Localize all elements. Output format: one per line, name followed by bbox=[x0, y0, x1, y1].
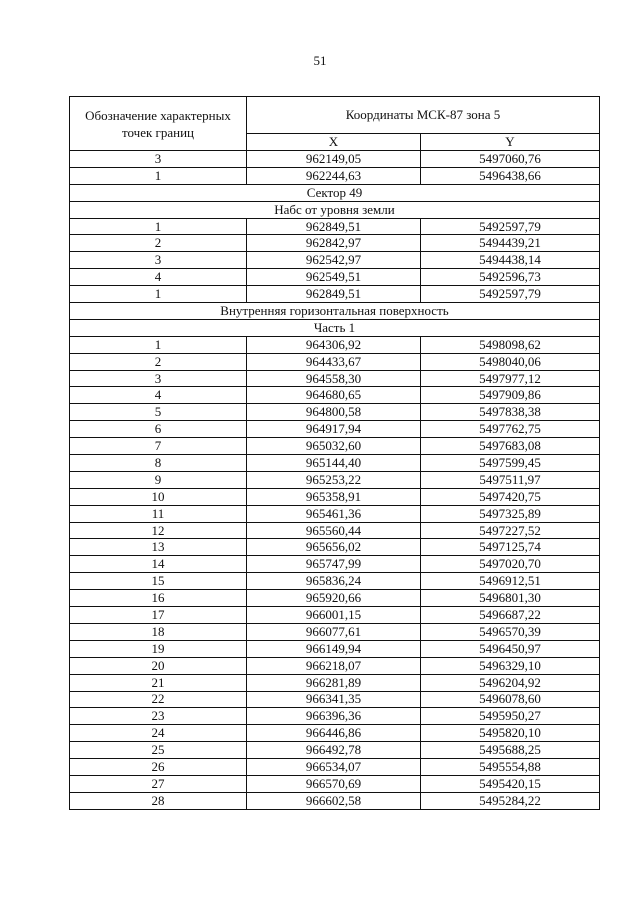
table-row bbox=[70, 759, 600, 776]
y-coordinate-cell: 5495284,22 bbox=[421, 792, 600, 809]
y-coordinate-cell: 5498098,62 bbox=[421, 336, 600, 353]
y-coordinate-cell: 5497511,97 bbox=[421, 471, 600, 488]
point-number-cell: 13 bbox=[70, 539, 247, 556]
point-number-cell: 1 bbox=[70, 336, 247, 353]
table-row bbox=[70, 522, 600, 539]
y-coordinate-cell: 5496801,30 bbox=[421, 590, 600, 607]
table-row bbox=[70, 657, 600, 674]
y-coordinate-cell: 5495950,27 bbox=[421, 708, 600, 725]
table-row bbox=[70, 455, 600, 472]
x-coordinate-cell: 965836,24 bbox=[247, 573, 421, 590]
y-coordinate-cell: 5497683,08 bbox=[421, 438, 600, 455]
point-number-cell: 25 bbox=[70, 742, 247, 759]
point-number-cell: 19 bbox=[70, 640, 247, 657]
table-row bbox=[70, 404, 600, 421]
point-number-cell: 1 bbox=[70, 167, 247, 184]
section-row bbox=[70, 303, 600, 320]
x-coordinate-cell: 964558,30 bbox=[247, 370, 421, 387]
x-coordinate-cell: 964917,94 bbox=[247, 421, 421, 438]
table-row bbox=[70, 218, 600, 235]
point-number-cell: 6 bbox=[70, 421, 247, 438]
coordinates-table bbox=[69, 96, 600, 810]
y-coordinate-cell: 5497838,38 bbox=[421, 404, 600, 421]
x-coordinate-cell: 966281,89 bbox=[247, 674, 421, 691]
point-number-cell: 7 bbox=[70, 438, 247, 455]
point-number-cell: 18 bbox=[70, 623, 247, 640]
table-row bbox=[70, 691, 600, 708]
table-row bbox=[70, 235, 600, 252]
table-row bbox=[70, 725, 600, 742]
point-number-cell: 8 bbox=[70, 455, 247, 472]
x-coordinate-cell: 965358,91 bbox=[247, 488, 421, 505]
header-y: Y bbox=[421, 134, 600, 151]
point-number-cell: 2 bbox=[70, 235, 247, 252]
y-coordinate-cell: 5497125,74 bbox=[421, 539, 600, 556]
point-number-cell: 26 bbox=[70, 759, 247, 776]
x-coordinate-cell: 965461,36 bbox=[247, 505, 421, 522]
x-coordinate-cell: 966396,36 bbox=[247, 708, 421, 725]
table-row bbox=[70, 590, 600, 607]
point-number-cell: 4 bbox=[70, 387, 247, 404]
x-coordinate-cell: 966492,78 bbox=[247, 742, 421, 759]
x-coordinate-cell: 965920,66 bbox=[247, 590, 421, 607]
point-number-cell: 24 bbox=[70, 725, 247, 742]
y-coordinate-cell: 5496078,60 bbox=[421, 691, 600, 708]
table-row bbox=[70, 370, 600, 387]
x-coordinate-cell: 965032,60 bbox=[247, 438, 421, 455]
y-coordinate-cell: 5497325,89 bbox=[421, 505, 600, 522]
y-coordinate-cell: 5497909,86 bbox=[421, 387, 600, 404]
x-coordinate-cell: 966446,86 bbox=[247, 725, 421, 742]
x-coordinate-cell: 965656,02 bbox=[247, 539, 421, 556]
point-number-cell: 5 bbox=[70, 404, 247, 421]
point-number-cell: 22 bbox=[70, 691, 247, 708]
y-coordinate-cell: 5495688,25 bbox=[421, 742, 600, 759]
y-coordinate-cell: 5496204,92 bbox=[421, 674, 600, 691]
table-row bbox=[70, 674, 600, 691]
point-number-cell: 11 bbox=[70, 505, 247, 522]
x-coordinate-cell: 962149,05 bbox=[247, 151, 421, 168]
point-number-cell: 15 bbox=[70, 573, 247, 590]
point-number-cell: 3 bbox=[70, 252, 247, 269]
x-coordinate-cell: 965144,40 bbox=[247, 455, 421, 472]
point-number-cell: 2 bbox=[70, 353, 247, 370]
point-number-cell: 21 bbox=[70, 674, 247, 691]
y-coordinate-cell: 5492597,79 bbox=[421, 286, 600, 303]
subsection-row bbox=[70, 201, 600, 218]
table-row bbox=[70, 640, 600, 657]
point-number-cell: 1 bbox=[70, 286, 247, 303]
y-coordinate-cell: 5495420,15 bbox=[421, 775, 600, 792]
subsection-title: Набс от уровня земли bbox=[70, 201, 600, 218]
x-coordinate-cell: 965747,99 bbox=[247, 556, 421, 573]
table-row bbox=[70, 775, 600, 792]
point-number-cell: 14 bbox=[70, 556, 247, 573]
y-coordinate-cell: 5497599,45 bbox=[421, 455, 600, 472]
x-coordinate-cell: 966570,69 bbox=[247, 775, 421, 792]
y-coordinate-cell: 5496912,51 bbox=[421, 573, 600, 590]
x-coordinate-cell: 966149,94 bbox=[247, 640, 421, 657]
point-number-cell: 16 bbox=[70, 590, 247, 607]
y-coordinate-cell: 5492597,79 bbox=[421, 218, 600, 235]
table-row bbox=[70, 742, 600, 759]
y-coordinate-cell: 5495554,88 bbox=[421, 759, 600, 776]
x-coordinate-cell: 966534,07 bbox=[247, 759, 421, 776]
point-number-cell: 9 bbox=[70, 471, 247, 488]
table-row bbox=[70, 471, 600, 488]
point-number-cell: 28 bbox=[70, 792, 247, 809]
x-coordinate-cell: 966001,15 bbox=[247, 607, 421, 624]
table-row bbox=[70, 539, 600, 556]
table-row bbox=[70, 387, 600, 404]
table-row bbox=[70, 623, 600, 640]
y-coordinate-cell: 5497420,75 bbox=[421, 488, 600, 505]
x-coordinate-cell: 962849,51 bbox=[247, 286, 421, 303]
y-coordinate-cell: 5497227,52 bbox=[421, 522, 600, 539]
x-coordinate-cell: 965253,22 bbox=[247, 471, 421, 488]
x-coordinate-cell: 962842,97 bbox=[247, 235, 421, 252]
y-coordinate-cell: 5497762,75 bbox=[421, 421, 600, 438]
y-coordinate-cell: 5498040,06 bbox=[421, 353, 600, 370]
y-coordinate-cell: 5496687,22 bbox=[421, 607, 600, 624]
section-title: Внутренняя горизонтальная поверхность bbox=[70, 303, 600, 320]
y-coordinate-cell: 5494438,14 bbox=[421, 252, 600, 269]
x-coordinate-cell: 965560,44 bbox=[247, 522, 421, 539]
header-coordinates: Координаты МСК-87 зона 5 bbox=[247, 97, 600, 134]
x-coordinate-cell: 966218,07 bbox=[247, 657, 421, 674]
y-coordinate-cell: 5497020,70 bbox=[421, 556, 600, 573]
x-coordinate-cell: 964433,67 bbox=[247, 353, 421, 370]
point-number-cell: 12 bbox=[70, 522, 247, 539]
table-row bbox=[70, 151, 600, 168]
section-title: Сектор 49 bbox=[70, 184, 600, 201]
table-row bbox=[70, 286, 600, 303]
table-header bbox=[70, 97, 600, 151]
point-number-cell: 20 bbox=[70, 657, 247, 674]
y-coordinate-cell: 5495820,10 bbox=[421, 725, 600, 742]
point-number-cell: 23 bbox=[70, 708, 247, 725]
table-row bbox=[70, 353, 600, 370]
point-number-cell: 3 bbox=[70, 370, 247, 387]
subsection-row bbox=[70, 319, 600, 336]
point-number-cell: 17 bbox=[70, 607, 247, 624]
x-coordinate-cell: 966341,35 bbox=[247, 691, 421, 708]
table-row bbox=[70, 708, 600, 725]
x-coordinate-cell: 964800,58 bbox=[247, 404, 421, 421]
table-row bbox=[70, 573, 600, 590]
x-coordinate-cell: 964306,92 bbox=[247, 336, 421, 353]
section-row bbox=[70, 184, 600, 201]
x-coordinate-cell: 962542,97 bbox=[247, 252, 421, 269]
y-coordinate-cell: 5497977,12 bbox=[421, 370, 600, 387]
y-coordinate-cell: 5496438,66 bbox=[421, 167, 600, 184]
header-point-label: Обозначение характерных точек границ bbox=[70, 97, 247, 151]
point-number-cell: 3 bbox=[70, 151, 247, 168]
table-body bbox=[70, 151, 600, 810]
table-row bbox=[70, 336, 600, 353]
y-coordinate-cell: 5496570,39 bbox=[421, 623, 600, 640]
point-number-cell: 4 bbox=[70, 269, 247, 286]
point-number-cell: 1 bbox=[70, 218, 247, 235]
header-x: X bbox=[247, 134, 421, 151]
table-row bbox=[70, 556, 600, 573]
table-row bbox=[70, 505, 600, 522]
table-row bbox=[70, 269, 600, 286]
table-row bbox=[70, 438, 600, 455]
y-coordinate-cell: 5494439,21 bbox=[421, 235, 600, 252]
y-coordinate-cell: 5496450,97 bbox=[421, 640, 600, 657]
table-row bbox=[70, 488, 600, 505]
x-coordinate-cell: 962549,51 bbox=[247, 269, 421, 286]
x-coordinate-cell: 962849,51 bbox=[247, 218, 421, 235]
page-number: 51 bbox=[313, 53, 327, 68]
x-coordinate-cell: 962244,63 bbox=[247, 167, 421, 184]
x-coordinate-cell: 966077,61 bbox=[247, 623, 421, 640]
x-coordinate-cell: 966602,58 bbox=[247, 792, 421, 809]
y-coordinate-cell: 5492596,73 bbox=[421, 269, 600, 286]
point-number-cell: 27 bbox=[70, 775, 247, 792]
table-row bbox=[70, 792, 600, 809]
x-coordinate-cell: 964680,65 bbox=[247, 387, 421, 404]
table-row bbox=[70, 421, 600, 438]
table-row bbox=[70, 167, 600, 184]
y-coordinate-cell: 5496329,10 bbox=[421, 657, 600, 674]
subsection-title: Часть 1 bbox=[70, 319, 600, 336]
y-coordinate-cell: 5497060,76 bbox=[421, 151, 600, 168]
table-row bbox=[70, 252, 600, 269]
table-row bbox=[70, 607, 600, 624]
point-number-cell: 10 bbox=[70, 488, 247, 505]
